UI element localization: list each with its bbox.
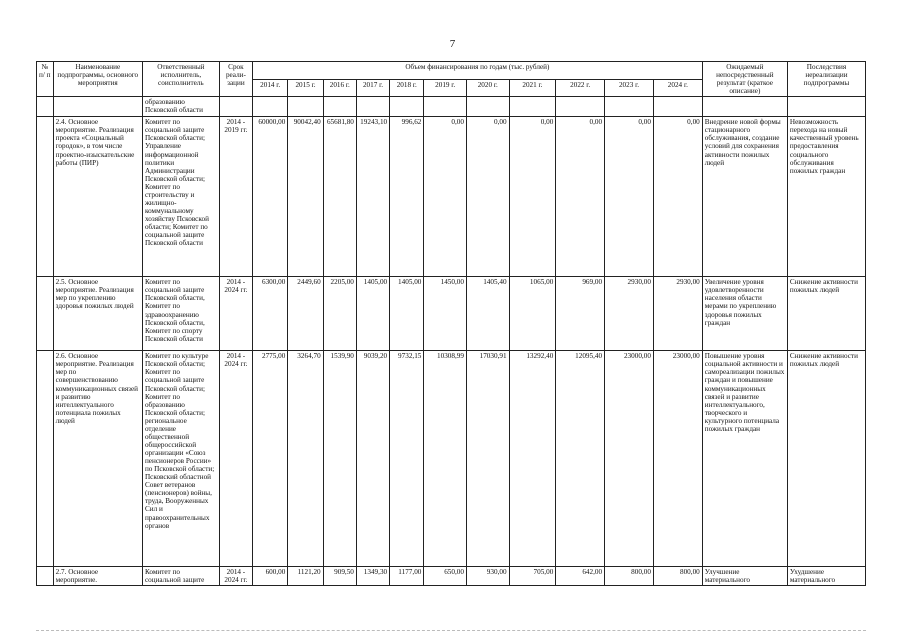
row-value — [653, 97, 702, 117]
row-executor: Комитет по социальной защите — [142, 567, 219, 586]
header-year: 2024 г. — [653, 79, 702, 97]
row-value — [390, 97, 424, 117]
funding-table — [36, 61, 866, 586]
row-value: 996,62 — [390, 117, 424, 277]
row-value: 90042,40 — [288, 117, 323, 277]
page-number: 7 — [449, 38, 456, 50]
row-value: 969,00 — [556, 277, 605, 351]
row-value: 9039,20 — [356, 351, 389, 567]
row-value: 1405,40 — [466, 277, 509, 351]
row-consequences: Невозможность перехода на новый качественный уровень предоставления социального обслуживания пожилых граждан — [787, 117, 865, 277]
scan-edge-divider — [36, 630, 866, 631]
row-value: 9732,15 — [390, 351, 424, 567]
row-num — [37, 351, 54, 567]
row-value: 1405,00 — [356, 277, 389, 351]
row-value: 1177,00 — [390, 567, 424, 586]
header-term: Срок реали- зации — [219, 62, 252, 97]
header-executor: Ответственный исполнитель, соисполнитель — [142, 62, 219, 97]
header-name: Наименование подпрограммы, основного мероприятия — [53, 62, 142, 97]
header-year: 2021 г. — [509, 79, 556, 97]
header-year: 2019 г. — [424, 79, 467, 97]
row-result: Увеличение уровня удовлетворенности населения области мерами по укреплению здоровья пожилых граждан — [702, 277, 787, 351]
row-value: 17030,91 — [466, 351, 509, 567]
table-row — [37, 351, 866, 567]
row-value: 23000,00 — [653, 351, 702, 567]
header-year: 2023 г. — [605, 79, 654, 97]
row-value: 600,00 — [253, 567, 288, 586]
row-num — [37, 277, 54, 351]
row-result: Улучшение материального — [702, 567, 787, 586]
row-value: 3264,70 — [288, 351, 323, 567]
row-name — [53, 97, 142, 117]
row-result: Повышение уровня социальной активности и самореализации пожилых граждан и повышение коммуникационных связей и развитие интеллектуального, творческого и культурного потенциала пожилых граждан — [702, 351, 787, 567]
table-row — [37, 567, 866, 586]
row-term: 2014 - 2019 гг. — [219, 117, 252, 277]
row-value: 1121,20 — [288, 567, 323, 586]
row-value: 23000,00 — [605, 351, 654, 567]
row-value: 909,50 — [323, 567, 356, 586]
row-executor: Комитет по культуре Псковской области; Комитет по социальной защите Псковской области; Комитет по образованию Псковской области; региональное отделение общественной общероссийской организации «Союз пенсионеров России» по Псковской области; Псковский областной Совет ветеранов (пенсионеров) войны, труда, Вооруженных Сил и правоохранительных органов — [142, 351, 219, 567]
row-term: 2014 - 2024 гг. — [219, 567, 252, 586]
header-num: № п/ п — [37, 62, 54, 97]
row-value: 2449,60 — [288, 277, 323, 351]
row-value: 2205,00 — [323, 277, 356, 351]
row-value — [356, 97, 389, 117]
row-value: 1450,00 — [424, 277, 467, 351]
row-value: 6300,00 — [253, 277, 288, 351]
row-value: 1539,90 — [323, 351, 356, 567]
row-value: 2930,00 — [605, 277, 654, 351]
row-value — [323, 97, 356, 117]
row-value: 10308,99 — [424, 351, 467, 567]
header-year: 2017 г. — [356, 79, 389, 97]
row-term: 2014 - 2024 гг. — [219, 351, 252, 567]
row-value — [424, 97, 467, 117]
row-value: 0,00 — [466, 117, 509, 277]
row-term — [219, 97, 252, 117]
header-consequences: Последствия нереализации подпрограммы — [787, 62, 865, 97]
row-value — [556, 97, 605, 117]
row-name: 2.7. Основное мероприятие. — [53, 567, 142, 586]
row-value — [509, 97, 556, 117]
row-value — [466, 97, 509, 117]
header-row — [37, 62, 866, 80]
row-value: 19243,10 — [356, 117, 389, 277]
row-consequences: Ухудшение материального — [787, 567, 865, 586]
row-value: 0,00 — [653, 117, 702, 277]
row-num — [37, 567, 54, 586]
row-value: 2930,00 — [653, 277, 702, 351]
row-value: 65681,80 — [323, 117, 356, 277]
row-value: 642,00 — [556, 567, 605, 586]
row-value: 705,00 — [509, 567, 556, 586]
row-value: 2775,00 — [253, 351, 288, 567]
row-value: 1349,30 — [356, 567, 389, 586]
header-year: 2022 г. — [556, 79, 605, 97]
header-funding: Объем финансирования по годам (тыс. рублей) — [253, 62, 703, 80]
row-value: 1065,00 — [509, 277, 556, 351]
row-value: 12095,40 — [556, 351, 605, 567]
row-result: Внедрение новой формы стационарного обслуживания, создание условий для сохранения активности пожилых людей — [702, 117, 787, 277]
row-consequences: Снижение активности пожилых людей — [787, 277, 865, 351]
header-year: 2015 г. — [288, 79, 323, 97]
row-value: 60000,00 — [253, 117, 288, 277]
row-consequences — [787, 97, 865, 117]
row-num — [37, 117, 54, 277]
row-term: 2014 - 2024 гг. — [219, 277, 252, 351]
row-value: 0,00 — [556, 117, 605, 277]
row-name: 2.4. Основное мероприятие. Реализация проекта «Социальный городок», в том числе проектно-изыскательские работы (ПИР) — [53, 117, 142, 277]
header-year: 2018 г. — [390, 79, 424, 97]
header-result: Ожидаемый непосредственный результат (краткое описание) — [702, 62, 787, 97]
header-year: 2020 г. — [466, 79, 509, 97]
row-value — [288, 97, 323, 117]
row-name: 2.6. Основное мероприятие. Реализация мер по совершенствованию коммуникационных связей и развитию интеллектуального потенциала пожилых людей — [53, 351, 142, 567]
row-value: 800,00 — [605, 567, 654, 586]
header-year: 2016 г. — [323, 79, 356, 97]
row-consequences: Снижение активности пожилых людей — [787, 351, 865, 567]
table-row — [37, 117, 866, 277]
row-value: 0,00 — [509, 117, 556, 277]
row-value: 650,00 — [424, 567, 467, 586]
row-executor: образованию Псковской области — [142, 97, 219, 117]
table-row — [37, 277, 866, 351]
row-value — [605, 97, 654, 117]
row-value: 0,00 — [424, 117, 467, 277]
row-value: 800,00 — [653, 567, 702, 586]
row-executor: Комитет по социальной защите Псковской области; Управление информационной политики Администрации Псковской области; Комитет по строительству и жилищно-коммунальному хозяйству Псковской области; Комитет по социальной защите Псковской области — [142, 117, 219, 277]
header-year: 2014 г. — [253, 79, 288, 97]
row-executor: Комитет по социальной защите Псковской области, Комитет по здравоохранению Псковской области, Комитет по спорту Псковской области — [142, 277, 219, 351]
row-value: 13292,40 — [509, 351, 556, 567]
row-value — [253, 97, 288, 117]
row-name: 2.5. Основное мероприятие. Реализация мер по укреплению здоровья пожилых людей — [53, 277, 142, 351]
row-result — [702, 97, 787, 117]
row-value: 930,00 — [466, 567, 509, 586]
row-num — [37, 97, 54, 117]
table-row — [37, 97, 866, 117]
row-value: 1405,00 — [390, 277, 424, 351]
row-value: 0,00 — [605, 117, 654, 277]
